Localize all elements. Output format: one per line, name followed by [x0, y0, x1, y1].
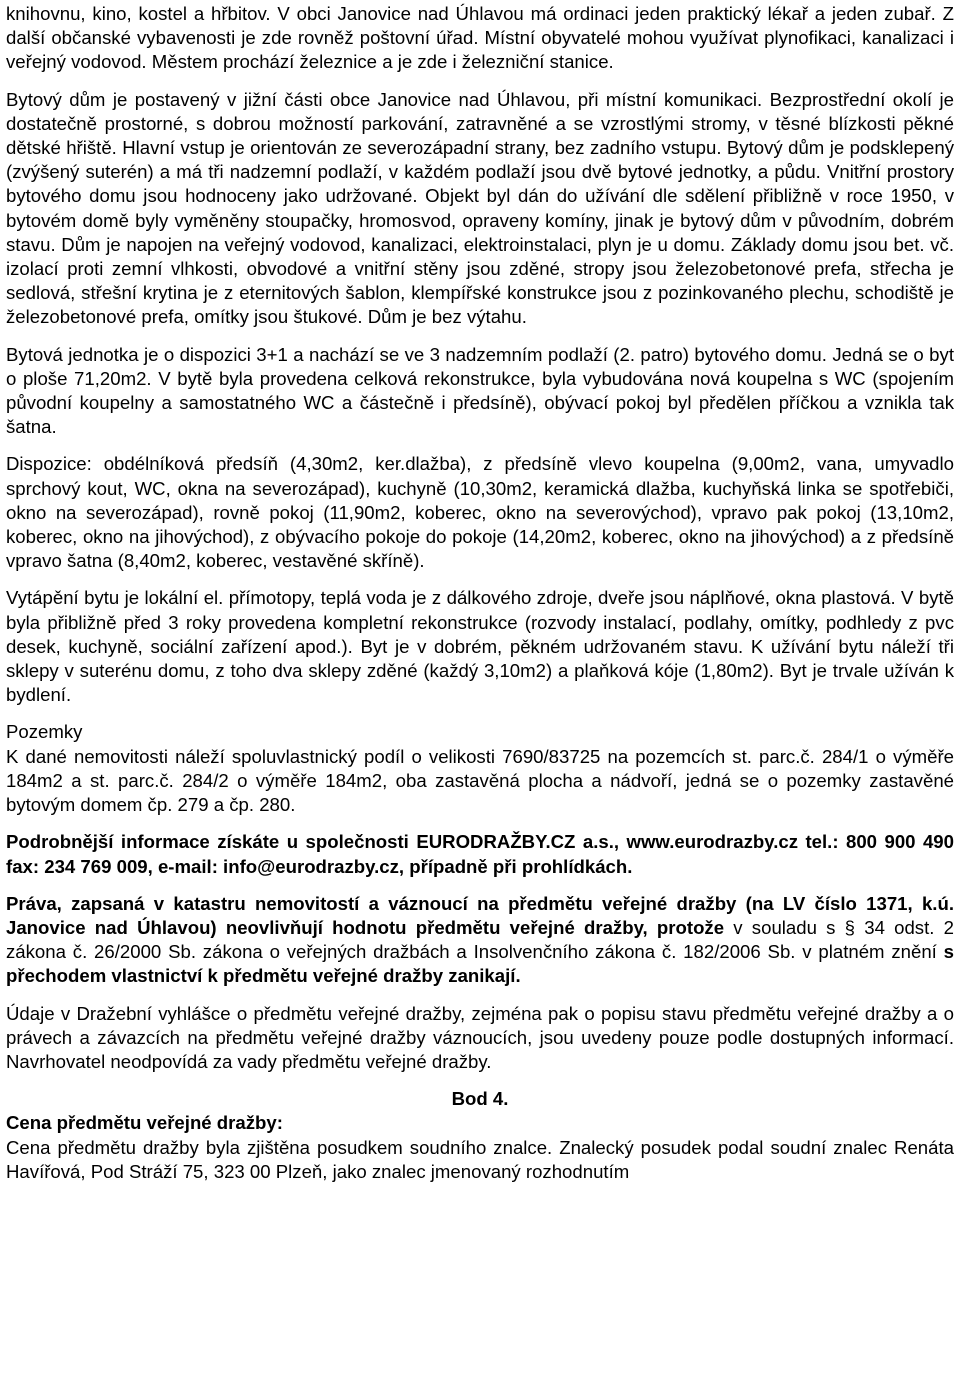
paragraph-disclaimer: Údaje v Dražební vyhlášce o předmětu veřejné dražby, zejména pak o popisu stavu předmětu veřejné dražby a o právech a závazcích na předmětu veřejné dražby váznoucích, jsou uvedeny pouze podle dostupných informací. Navrhovatel neodpovídá za vady předmětu veřejné dražby.	[6, 1002, 954, 1072]
paragraph-location: knihovnu, kino, kostel a hřbitov. V obci Janovice nad Úhlavou má ordinaci jeden praktický lékař a jeden zubař. Z další občanské vybavenosti je zde rovněž poštovní úřad. Místní obyvatelé mohou využívat plynofikaci, kanalizaci i veřejný vodovod. Městem prochází železnice a je zde i železniční stanice.	[6, 3, 954, 73]
contact-info: Podrobnější informace získáte u společnosti EURODRAŽBY.CZ a.s., www.eurodrazby.cz tel.: 800 900 490 fax: 234 769 009, e-mail: info@eurodrazby.cz, případně při prohlídkách.	[6, 831, 954, 877]
paragraph-rights	[6, 892, 954, 989]
land-text: K dané nemovitosti náleží spoluvlastnický podíl o velikosti 7690/83725 na pozemcích st. parc.č. 284/1 o výměře 184m2 a st. parc.č. 284/2 o výměře 184m2, oba zastavěná plocha a nádvoří, jedná se o pozemky zastavěné bytovým domem čp. 279 a čp. 280.	[6, 745, 954, 816]
section-land	[6, 720, 954, 817]
paragraph-heating: Vytápění bytu je lokální el. přímotopy, teplá voda je z dálkového zdroje, dveře jsou náplňové, okna plastová. V bytě byla přibližně před 3 roky provedena kompletní rekonstrukce (rozvody instalací, podlahy, omítky, podhledy z pvc desek, kuchyně, sociální zařízení apod.). Byt je v dobrém, pěkném udržovaném stavu. K užívání bytu náleží tři sklepy v suterénu domu, z toho dva sklepy zděné (každý 3,10m2) a plaňková kóje (1,80m2). Byt je trvale užíván k bydlení.	[6, 587, 954, 706]
rights-bold-outcome: s přechodem vlastnictví k předmětu veřejné dražby zanikají.	[6, 941, 954, 987]
rights-legal-reference: v souladu s § 34 odst. 2 zákona č. 26/2000 Sb. zákona o veřejných dražbách a Insolvenčního zákona č. 182/2006 Sb. v platném znění	[6, 916, 954, 963]
paragraph-unit: Bytová jednotka je o dispozici 3+1 a nachází se ve 3 nadzemním podlaží (2. patro) bytového domu. Jedná se o byt o ploše 71,20m2. V bytě byla provedena celková rekonstrukce, byla vybudována nová koupelna s WC (spojením původní koupelny a samostatného WC a částečně i předsíně), obývací pokoj byl předělen příčkou a vznikla tak šatna.	[6, 343, 954, 438]
land-heading: Pozemky	[6, 721, 83, 743]
paragraph-building: Bytový dům je postavený v jižní části obce Janovice nad Úhlavou, při místní komunikaci. Bezprostřední okolí je dostatečně prostorné, s dobrou možností parkování, zatravněné a se vzrostlými stromy, v těsné blízkosti pěkné dětské hřiště. Hlavní vstup je orientován ze severozápadní strany, bez zadního vstupu. Bytový dům je podsklepený (zvýšený suterén) a má tři nadzemní podlaží, v každém podlaží jsou dvě bytové jednotky, a půdu. Vnitřní prostory bytového domu jsou hodnoceny jako udržované. Objekt byl dán do užívání dle sdělení přibližně v roce 1950, v bytovém domě byly vyměněny stoupačky, hromosvod, opraveny komíny, jinak je bytový dům v původním, dobrém stavu. Dům je napojen na veřejný vodovod, kanalizaci, elektroinstalaci, plyn je u domu. Základy domu jsou bet. vč. izolací proti zemní vlhkosti, obvodové a vnitřní stěny jsou zděné, stropy jsou železobetonové prefa, střecha je sedlová, střešní krytina je z eternitových šablon, klempířské konstrukce jsou z pozinkovaného plechu, schodiště je železobetonové prefa, omítky jsou štukové. Dům je bez výtahu.	[6, 88, 954, 328]
section-number: Bod 4.	[451, 1088, 509, 1110]
section-price	[6, 1111, 954, 1184]
price-text: Cena předmětu dražby byla zjištěna posudkem soudního znalce. Znalecký posudek podal soudní znalec Renáta Havířová, Pod Stráží 75, 323 00 Plzeň, jako znalec jmenovaný rozhodnutím	[6, 1136, 954, 1182]
paragraph-layout: Dispozice: obdélníková předsíň (4,30m2, ker.dlažba), z předsíně vlevo koupelna (9,00m2, vana, umyvadlo sprchový kout, WC, okna na severozápad), kuchyně (10,30m2, keramická dlažba, kuchyňská linka se spotřebiči, okno na severozápad), rovně pokoj (11,90m2, koberec, okno na severovýchod), vpravo pak pokoj (13,10m2, koberec, okno na jihovýchod), z obývacího pokoje do pokoje (14,20m2, koberec, okno na jihovýchod) a z předsíně vpravo šatna (8,40m2, koberec, vestavěné skříně).	[6, 453, 954, 572]
rights-bold-intro: Práva, zapsaná v katastru nemovitostí a váznoucí na předmětu veřejné dražby (na LV číslo 1371, k.ú. Janovice nad Úhlavou) neovlivňují hodnotu předmětu veřejné dražby, protože	[6, 892, 954, 938]
price-heading: Cena předmětu veřejné dražby:	[6, 1112, 283, 1134]
